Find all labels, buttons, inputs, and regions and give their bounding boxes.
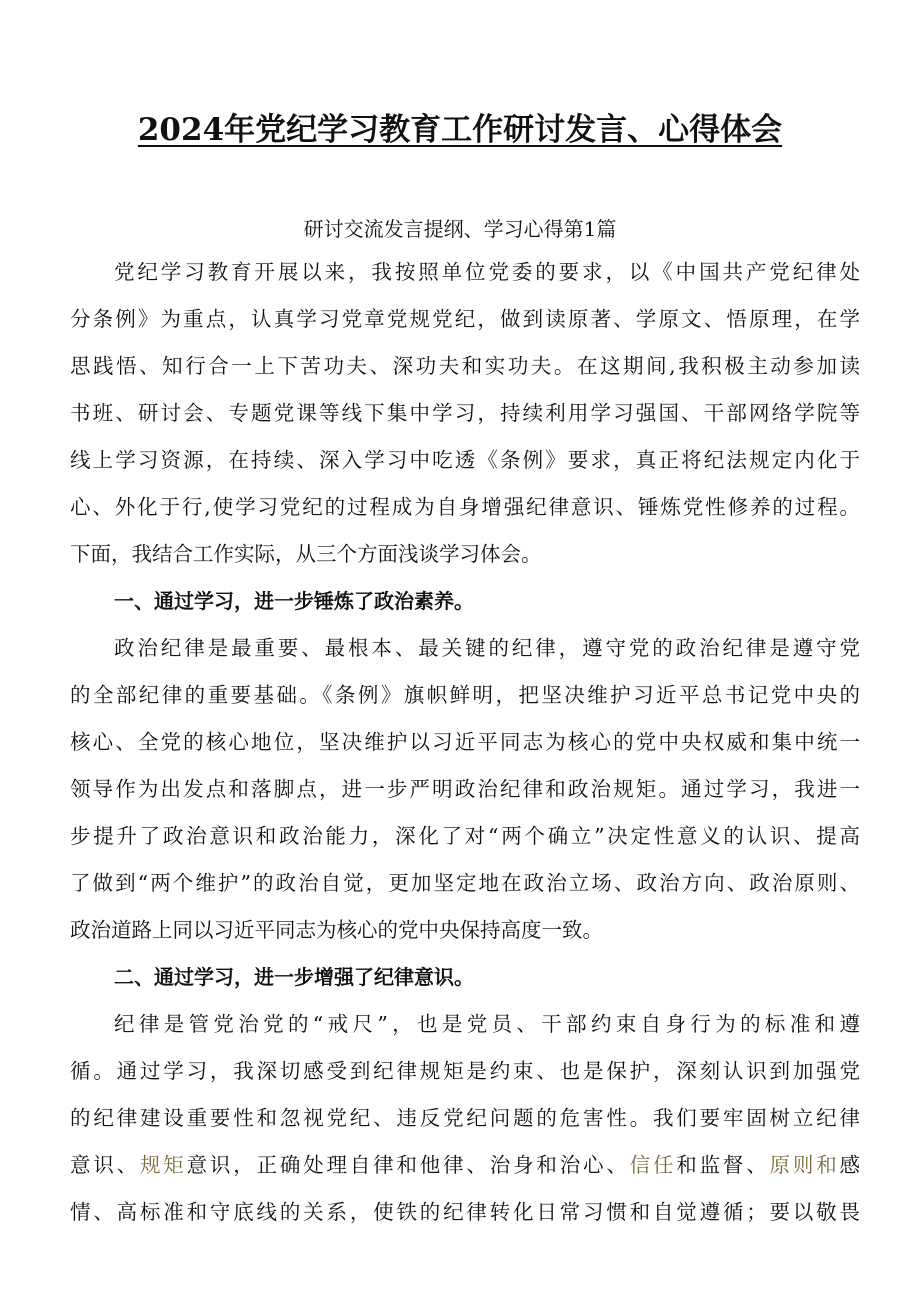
paragraph-line: 步提升了政治意识和政治能力，深化了对“两个确立”决定性意义的认识、提高 — [70, 824, 860, 848]
paragraph-line: 了做到“两个维护”的政治自觉，更加坚定地在政治立场、政治方向、政治原则、 — [70, 871, 860, 895]
section-heading-1: 一、通过学习，进一步锤炼了政治素养。 — [114, 589, 474, 613]
highlighted-text: 规矩 — [139, 1153, 187, 1177]
paragraph-line: 线上学习资源，在持续、深入学习中吃透《条例》要求，真正将纪法规定内化于 — [70, 448, 860, 472]
paragraph-line: 领导作为出发点和落脚点，进一步严明政治纪律和政治规矩。通过学习，我进一 — [70, 777, 860, 801]
paragraph-line: 的纪律建设重要性和忽视党纪、违反党纪问题的危害性。我们要牢固树立纪律 — [70, 1106, 860, 1130]
text-run: 感 — [839, 1153, 861, 1177]
document-subtitle: 研讨交流发言提纲、学习心得第1篇 — [303, 217, 617, 241]
paragraph-line: 循。通过学习，我深切感受到纪律规矩是约束、也是保护，深刻认识到加强党 — [70, 1059, 860, 1083]
paragraph-line: 情、高标准和守底线的关系，使铁的纪律转化日常习惯和自觉遵循；要以敬畏 — [70, 1200, 860, 1224]
text-run: 和监督、 — [676, 1153, 770, 1177]
highlighted-text: 原则和 — [769, 1153, 840, 1177]
paragraph-line: 纪律是管党治党的“戒尺”，也是党员、干部约束自身行为的标准和遵 — [114, 1012, 860, 1036]
paragraph-line: 政治道路上同以习近平同志为核心的党中央保持高度一致。 — [70, 918, 603, 942]
paragraph-line: 核心、全党的核心地位，坚决维护以习近平同志为核心的党中央权威和集中统一 — [70, 730, 860, 754]
paragraph-line: 下面，我结合工作实际，从三个方面浅谈学习体会。 — [70, 542, 542, 566]
paragraph-line: 思践悟、知行合一上下苦功夫、深功夫和实功夫。在这期间,我积极主动参加读 — [70, 354, 860, 378]
paragraph-line: 的全部纪律的重要基础。《条例》旗帜鲜明，把坚决维护习近平总书记党中央的 — [70, 683, 860, 707]
paragraph-line: 分条例》为重点，认真学习党章党规党纪，做到读原著、学原文、悟原理，在学 — [70, 307, 860, 331]
text-run: 意识、 — [70, 1153, 140, 1177]
highlighted-text: 信任 — [629, 1153, 677, 1177]
document-title — [0, 108, 920, 152]
paragraph-line: 书班、研讨会、专题党课等线下集中学习，持续利用学习强国、干部网络学院等 — [70, 401, 860, 425]
section-heading-2: 二、通过学习，进一步增强了纪律意识。 — [114, 965, 474, 989]
paragraph-line — [70, 1145, 860, 1185]
paragraph-line: 心、外化于行,使学习党纪的过程成为自身增强纪律意识、锤炼党性修养的过程。 — [70, 495, 860, 519]
text-run: 意识，正确处理自律和他律、治身和治心、 — [186, 1153, 630, 1177]
document-title-text: 2024年党纪学习教育工作研讨发言、心得体会 — [137, 112, 783, 148]
paragraph-line: 政治纪律是最重要、最根本、最关键的纪律，遵守党的政治纪律是遵守党 — [114, 636, 860, 660]
paragraph-line: 党纪学习教育开展以来，我按照单位党委的要求，以《中国共产党纪律处 — [114, 260, 860, 284]
